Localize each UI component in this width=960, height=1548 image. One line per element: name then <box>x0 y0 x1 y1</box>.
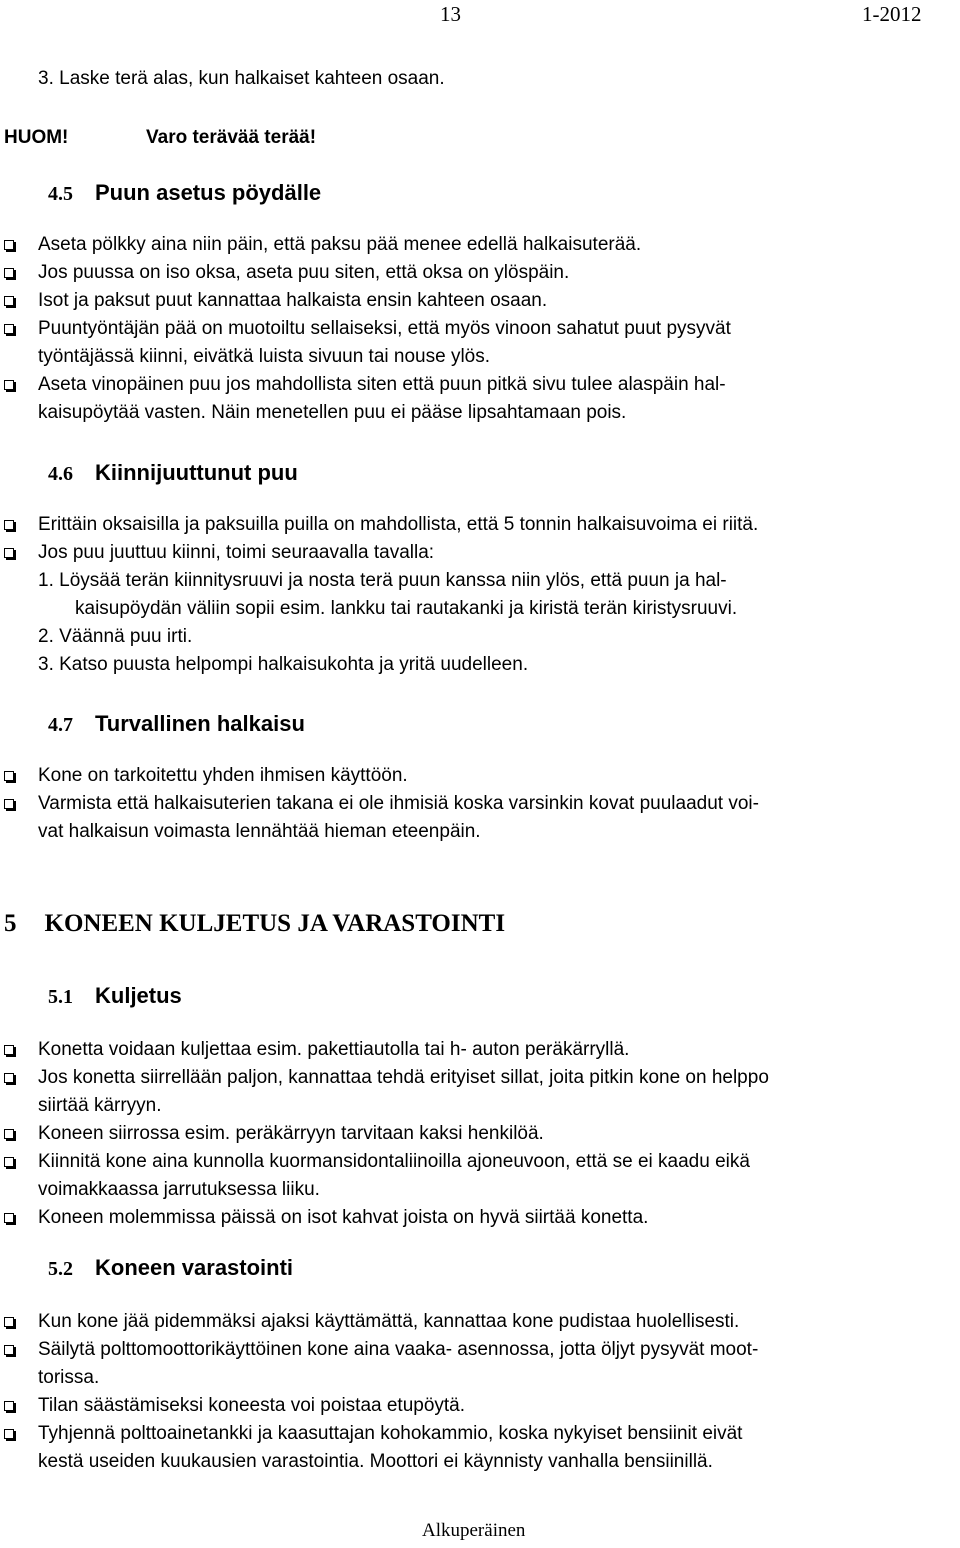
checkbox-bullet-icon <box>4 296 14 306</box>
section-title: Kiinnijuuttunut puu <box>95 460 298 485</box>
checkbox-bullet-icon <box>4 380 14 390</box>
checkbox-bullet-icon <box>4 1129 14 1139</box>
step-3-text: 3. Laske terä alas, kun halkaiset kahteen osaan. <box>38 68 445 89</box>
section-number: 4.6 <box>48 463 73 485</box>
list-item: Varmista että halkaisuterien takana ei ole ihmisiä koska varsinkin kovat puulaadut voi- <box>38 793 759 814</box>
list-item: Jos puussa on iso oksa, aseta puu siten, että oksa on ylöspäin. <box>38 262 570 283</box>
list-item: Säilytä polttomoottorikäyttöinen kone aina vaaka- asennossa, jotta öljyt pysyvät moot- <box>38 1339 759 1360</box>
section-4-7-heading <box>48 711 305 737</box>
list-item-continuation: työntäjässä kiinni, eivätkä luista sivuun tai nouse ylös. <box>38 346 491 367</box>
issue-label: 1-2012 <box>862 2 922 26</box>
list-item: Jos konetta siirrellään paljon, kannattaa tehdä erityiset sillat, joita pitkin kone on helppo <box>38 1067 769 1088</box>
section-title: Turvallinen halkaisu <box>95 711 305 736</box>
checkbox-bullet-icon <box>4 1345 14 1355</box>
list-item-continuation: torissa. <box>38 1367 100 1388</box>
list-item: Konetta voidaan kuljettaa esim. pakettiautolla tai h- auton peräkärryllä. <box>38 1039 630 1060</box>
list-item: Tyhjennä polttoainetankki ja kaasuttajan kohokammio, koska nykyiset bensiinit eivät <box>38 1423 743 1444</box>
list-item: Koneen molemmissa päissä on isot kahvat joista on hyvä siirtää konetta. <box>38 1207 649 1228</box>
list-item-continuation: kaisupöytää vasten. Näin menetellen puu ei pääse lipsahtamaan pois. <box>38 402 627 423</box>
section-number: 5.2 <box>48 1258 73 1280</box>
section-title: Puun asetus pöydälle <box>95 180 322 205</box>
list-item-continuation: vat halkaisun voimasta lennähtää hieman eteenpäin. <box>38 821 481 842</box>
footer-label: Alkuperäinen <box>422 1520 526 1541</box>
checkbox-bullet-icon <box>4 1045 14 1055</box>
warning-label: HUOM! <box>4 127 69 148</box>
checkbox-bullet-icon <box>4 1317 14 1327</box>
numbered-item-continuation: kaisupöydän väliin sopii esim. lankku tai rautakanki ja kiristä terän kiristysruuvi. <box>75 598 738 619</box>
list-item: Puuntyöntäjän pää on muotoiltu sellaiseksi, että myös vinoon sahatut puut pysyvät <box>38 318 731 339</box>
checkbox-bullet-icon <box>4 324 14 334</box>
section-number: 5.1 <box>48 986 73 1008</box>
list-item: Erittäin oksaisilla ja paksuilla puilla on mahdollista, että 5 tonnin halkaisuvoima ei riitä. <box>38 514 759 535</box>
list-item: Aseta pölkky aina niin päin, että paksu pää menee edellä halkaisuterää. <box>38 234 642 255</box>
section-4-6-heading <box>48 460 298 486</box>
list-item: Kone on tarkoitettu yhden ihmisen käyttöön. <box>38 765 408 786</box>
numbered-item: 1. Löysää terän kiinnitysruuvi ja nosta terä puun kanssa niin ylös, että puun ja hal- <box>38 570 727 591</box>
section-5-1-heading <box>48 983 182 1009</box>
chapter-number: 5 <box>4 910 17 937</box>
section-number: 4.5 <box>48 183 73 205</box>
chapter-title: KONEEN KULJETUS JA VARASTOINTI <box>44 910 506 937</box>
section-title: Kuljetus <box>95 983 182 1008</box>
numbered-item: 3. Katso puusta helpompi halkaisukohta ja yritä uudelleen. <box>38 654 529 675</box>
list-item: Aseta vinopäinen puu jos mahdollista siten että puun pitkä sivu tulee alaspäin hal- <box>38 374 726 395</box>
chapter-5-heading <box>4 910 505 938</box>
checkbox-bullet-icon <box>4 771 14 781</box>
section-5-2-heading <box>48 1255 293 1281</box>
list-item: Isot ja paksut puut kannattaa halkaista ensin kahteen osaan. <box>38 290 548 311</box>
checkbox-bullet-icon <box>4 1073 14 1083</box>
checkbox-bullet-icon <box>4 1213 14 1223</box>
section-title: Koneen varastointi <box>95 1255 294 1280</box>
section-4-5-heading <box>48 180 321 206</box>
numbered-item: 2. Väännä puu irti. <box>38 626 193 647</box>
warning-text: Varo terävää terää! <box>146 127 317 148</box>
list-item-continuation: voimakkaassa jarrutuksessa liiku. <box>38 1179 320 1200</box>
list-item: Koneen siirrossa esim. peräkärryyn tarvitaan kaksi henkilöä. <box>38 1123 544 1144</box>
checkbox-bullet-icon <box>4 799 14 809</box>
checkbox-bullet-icon <box>4 1157 14 1167</box>
list-item: Jos puu juuttuu kiinni, toimi seuraavalla tavalla: <box>38 542 435 563</box>
list-item: Kiinnitä kone aina kunnolla kuormansidontaliinoilla ajoneuvoon, että se ei kaadu eikä <box>38 1151 750 1172</box>
checkbox-bullet-icon <box>4 1429 14 1439</box>
checkbox-bullet-icon <box>4 520 14 530</box>
checkbox-bullet-icon <box>4 268 14 278</box>
list-item: Kun kone jää pidemmäksi ajaksi käyttämättä, kannattaa kone pudistaa huolellisesti. <box>38 1311 740 1332</box>
list-item-continuation: siirtää kärryyn. <box>38 1095 162 1116</box>
list-item: Tilan säästämiseksi koneesta voi poistaa etupöytä. <box>38 1395 466 1416</box>
section-number: 4.7 <box>48 714 73 736</box>
page-number: 13 <box>440 2 461 26</box>
checkbox-bullet-icon <box>4 548 14 558</box>
list-item-continuation: kestä useiden kuukausien varastointia. Moottori ei käynnisty vanhalla bensiinillä. <box>38 1451 713 1472</box>
checkbox-bullet-icon <box>4 1401 14 1411</box>
checkbox-bullet-icon <box>4 240 14 250</box>
